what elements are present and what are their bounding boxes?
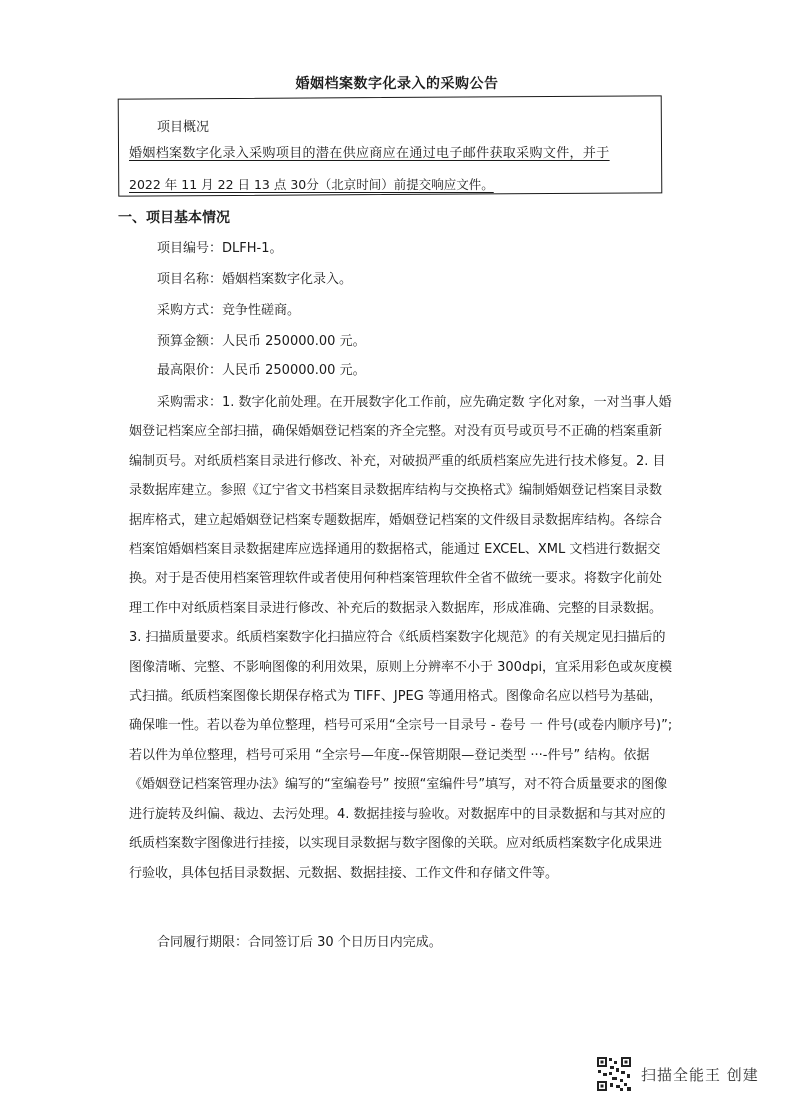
overview-line-1: 婚姻档案数字化录入采购项目的潜在供应商应在通过电子邮件获取采购文件，并于: [129, 146, 610, 161]
budget-amount: 预算金额：人民币 250000.00 元。: [157, 334, 366, 349]
scanner-watermark: 扫描全能王 创建: [641, 1066, 759, 1084]
qr-code-icon: [596, 1056, 632, 1092]
project-name: 项目名称：婚姻档案数字化录入。: [157, 272, 353, 287]
project-number: 项目编号：DLFH-1。: [157, 241, 283, 256]
procurement-method: 采购方式：竞争性磋商。: [157, 303, 301, 318]
overview-heading: 项目概况: [157, 120, 210, 135]
max-price: 最高限价：人民币 250000.00 元。: [157, 363, 366, 378]
procurement-requirements: 采购需求：1. 数字化前处理。在开展数字化工作前，应先确定数 字化对象，一对当事人婚姻登记档案应全部扫描，确保婚姻登记档案的齐全完整。对没有页号或页号不正确的档案重新编制页号。对纸质档案目录进行修改、补充，对破损严重的纸质档案应先进行技术修复。2. 目录数据库建立。参照《辽宁省文书档案目录数据库结构与交换格式》编制婚姻登记档案目录数据库格式，建立起婚姻登记档案专题数据库，婚姻登记档案的文件级目录数据库结构。各综合档案馆婚姻档案目录数据建库应选择通用的数据格式，能通过 EXCEL、XML 文档进行数据交换。对于是否使用档案管理软件或者使用何种档案管理软件全省不做统一要求。将数字化前处理工作中对纸质档案目录进行修改、补充后的数据录入数据库，形成准确、完整的目录数据。3. 扫描质量要求。纸质档案数字化扫描应符合《纸质档案数字化规范》的有关规定见扫描后的图像清晰、完整、不影响图像的利用效果，原则上分辨率不小于 300dpi，宜采用彩色或灰度模式扫描。纸质档案图像长期保存格式为 TIFF、JPEG 等通用格式。图像命名应以档号为基础，确保唯一性。若以卷为单位整理，档号可采用“全宗号一目录号 - 卷号 一 件号(或卷内顺序号)”;若以件为单位整理，档号可采用 “全宗号—年度--保管期限—登记类型 ···-件号” 结构。依据《婚姻登记档案管理办法》编写的“室编卷号” 按照“室编件号”填写，对不符合质量要求的图像进行旋转及纠偏、裁边、去污处理。4. 数据挂接与验收。对数据库中的目录数据和与其对应的纸质档案数字图像进行挂接，以实现目录数据与数字图像的关联。应对纸质档案数字化成果进行验收，具体包括目录数据、元数据、数据挂接、工作文件和存储文件等。: [129, 395, 673, 881]
section-heading: 一、项目基本情况: [118, 210, 230, 226]
overview-line-2: 2022 年 11 月 22 日 13 点 30分（北京时间）前提交响应文件。: [129, 177, 494, 192]
contract-period: 合同履行期限：合同签订后 30 个日历日内完成。: [157, 935, 442, 950]
document-title: 婚姻档案数字化录入的采购公告: [295, 76, 499, 92]
